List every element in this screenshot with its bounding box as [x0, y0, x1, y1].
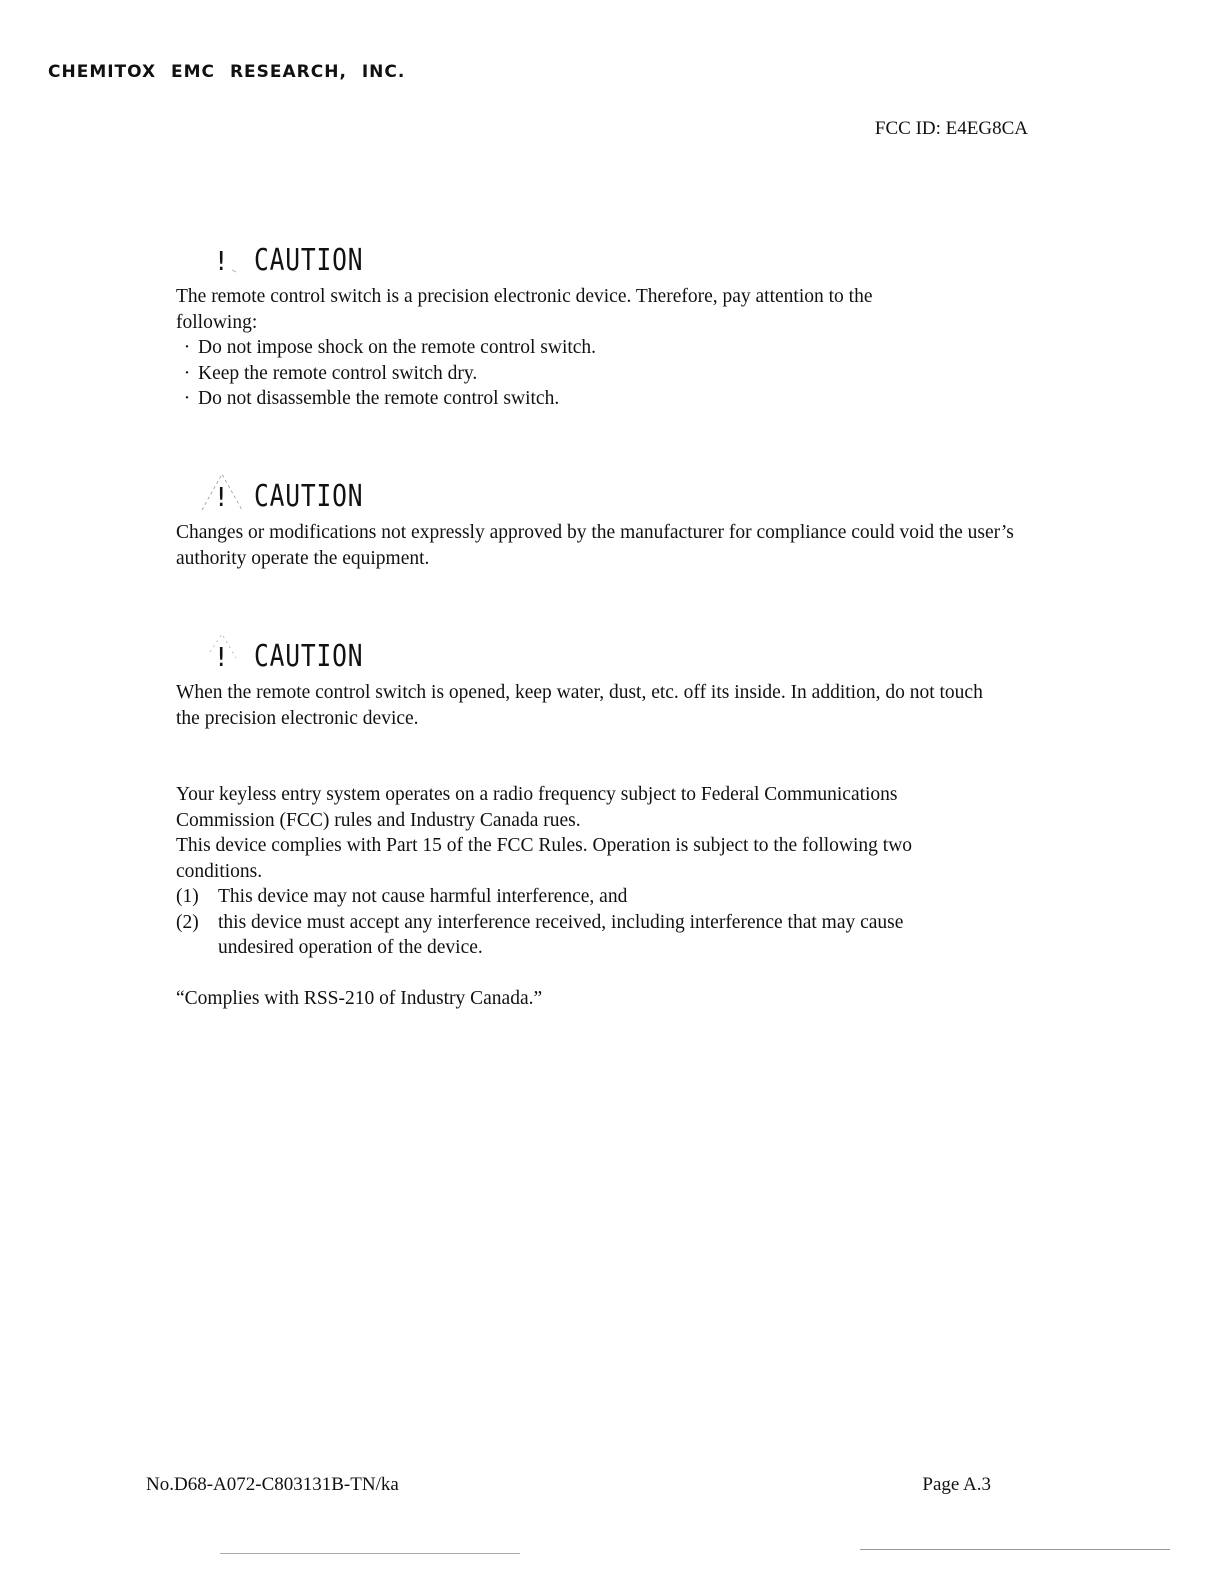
page-number: Page A.3 — [922, 1474, 991, 1495]
caution-label: CAUTION — [254, 243, 364, 278]
company-name: CHEMITOX EMC RESEARCH, INC. — [48, 62, 406, 82]
fcc-notice — [176, 782, 976, 1011]
caution-label: CAUTION — [254, 639, 364, 674]
svg-text:!: ! — [216, 247, 227, 276]
fcc-compliance: This device complies with Part 15 of the FCC Rules. Operation is subject to the following two conditions. — [176, 835, 913, 882]
list-item: · Do not impose shock on the remote control switch. — [183, 337, 597, 358]
condition-item: (1) This device may not cause harmful interference, and — [176, 886, 628, 907]
caution-text: The remote control switch is a precision electronic device. Therefore, pay attention to the following: — [176, 286, 873, 333]
fcc-intro: Your keyless entry system operates on a radio frequency subject to Federal Communications Commission (FCC) rules and Industry Canada rues. — [176, 784, 898, 831]
caution-label: CAUTION — [254, 479, 364, 514]
caution-section-2 — [176, 472, 1036, 571]
list-item: · Do not disassemble the remote control switch. — [183, 388, 560, 409]
fcc-id: FCC ID: E4EG8CA — [874, 118, 1028, 139]
caution-section-1 — [176, 236, 1036, 412]
caution-heading — [196, 236, 1036, 276]
warning-triangle-icon — [196, 236, 248, 276]
caution-section-3 — [176, 632, 1036, 731]
caution-text: When the remote control switch is opened, keep water, dust, etc. off its inside. In addition, do not touch the precision electronic device. — [176, 682, 983, 729]
caution-text: Changes or modifications not expressly approved by the manufacturer for compliance could void the user’s authority operate the equipment. — [176, 522, 1014, 569]
caution-heading — [196, 472, 1036, 512]
warning-triangle-icon — [196, 632, 248, 672]
caution-bullet-list — [176, 335, 1036, 412]
document-number: No.D68-A072-C803131B-TN/ka — [146, 1474, 399, 1495]
condition-item: (2) this device must accept any interference received, including interference that may cause undesired operation of the device. — [176, 911, 904, 958]
svg-text:!: ! — [216, 483, 227, 512]
caution-heading — [196, 632, 1036, 672]
list-item: · Keep the remote control switch dry. — [183, 362, 478, 384]
warning-triangle-icon — [196, 472, 248, 512]
scan-artifact — [860, 1549, 1170, 1550]
rss-statement: “Complies with RSS-210 of Industry Canada.” — [176, 987, 543, 1009]
svg-text:!: ! — [216, 643, 227, 672]
scan-artifact — [220, 1553, 520, 1554]
